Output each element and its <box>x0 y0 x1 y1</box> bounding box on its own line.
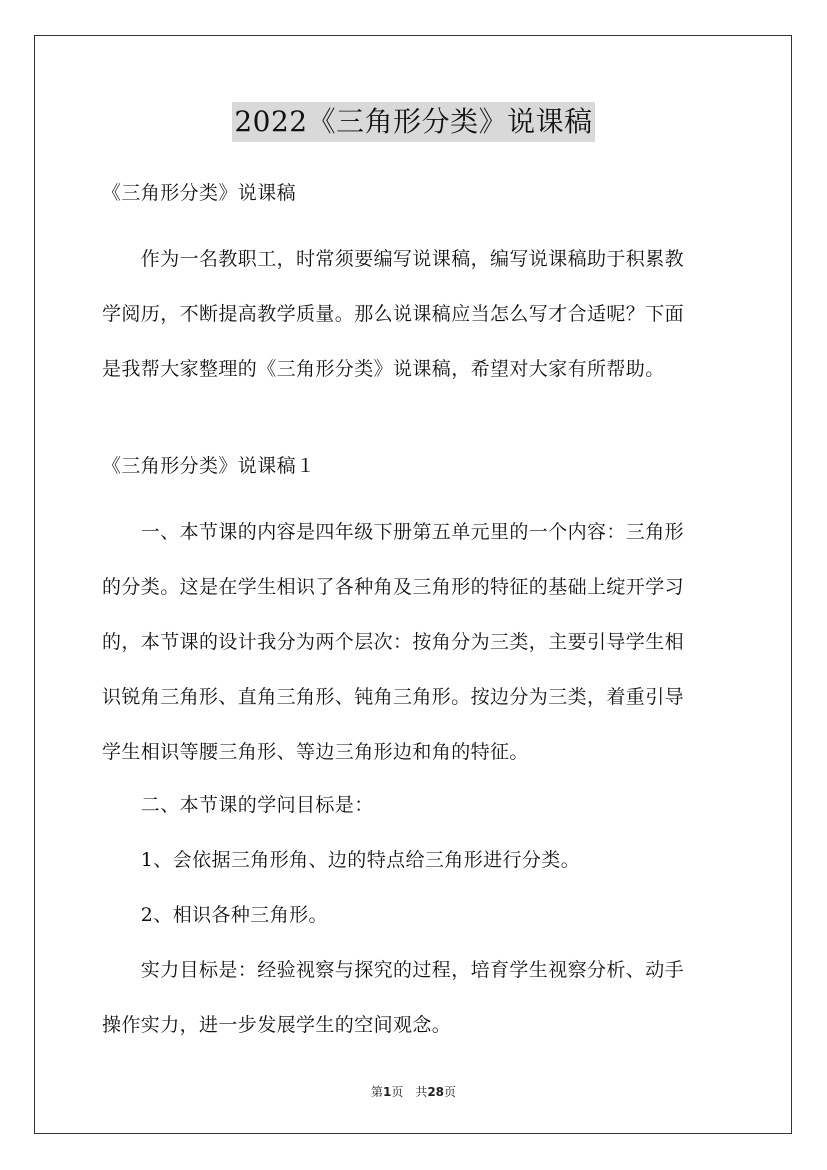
paragraph-2 <box>102 778 730 833</box>
paragraph-4 <box>102 888 730 943</box>
section-heading-block <box>102 450 730 483</box>
intro-line-2: 学阅历，不断提高教学质量。那么说课稿应当怎么写才合适呢？下面 <box>102 303 685 325</box>
para4-line: 2、相识各种三角形。 <box>102 904 328 926</box>
subtitle: 《三角形分类》说课稿 <box>102 182 297 204</box>
paragraph-1 <box>102 505 730 780</box>
page-footer <box>0 1083 827 1100</box>
para1-line-4: 识锐角三角形、直角三角形、钝角三角形。按边分为三类，着重引导 <box>102 686 685 708</box>
footer-total-pages: 28 <box>427 1085 445 1099</box>
paragraph-3 <box>102 833 730 888</box>
para1-line-2: 的分类。这是在学生相识了各种角及三角形的特征的基础上绽开学习 <box>102 576 685 598</box>
subtitle-block <box>102 177 730 210</box>
para2-line: 二、本节课的学问目标是： <box>102 794 374 816</box>
section-heading: 《三角形分类》说课稿１ <box>102 455 316 477</box>
para3-line: 1、会依据三角形角、边的特点给三角形进行分类。 <box>102 849 581 871</box>
title-wrap <box>0 102 827 142</box>
footer-prefix: 第 <box>370 1085 383 1099</box>
para5-line-1: 实力目标是：经验视察与探究的过程，培育学生视察分析、动手 <box>102 959 685 981</box>
footer-mid: 页 共 <box>391 1085 428 1099</box>
intro-line-3: 是我帮大家整理的《三角形分类》说课稿，希望对大家有所帮助。 <box>102 358 665 380</box>
document-title: 2022《三角形分类》说课稿 <box>232 102 594 142</box>
para1-line-5: 学生相识等腰三角形、等边三角形边和角的特征。 <box>102 741 529 763</box>
footer-suffix: 页 <box>444 1085 457 1099</box>
paragraph-5 <box>102 943 730 1053</box>
footer-page-number: 1 <box>382 1085 392 1099</box>
para5-line-2: 操作实力，进一步发展学生的空间观念。 <box>102 1014 452 1036</box>
intro-paragraph <box>102 232 730 397</box>
para1-line-3: 的，本节课的设计我分为两个层次：按角分为三类，主要引导学生相 <box>102 631 685 653</box>
intro-line-1: 作为一名教职工，时常须要编写说课稿，编写说课稿助于积累教 <box>102 248 685 270</box>
para1-line-1: 一、本节课的内容是四年级下册第五单元里的一个内容：三角形 <box>102 521 685 543</box>
